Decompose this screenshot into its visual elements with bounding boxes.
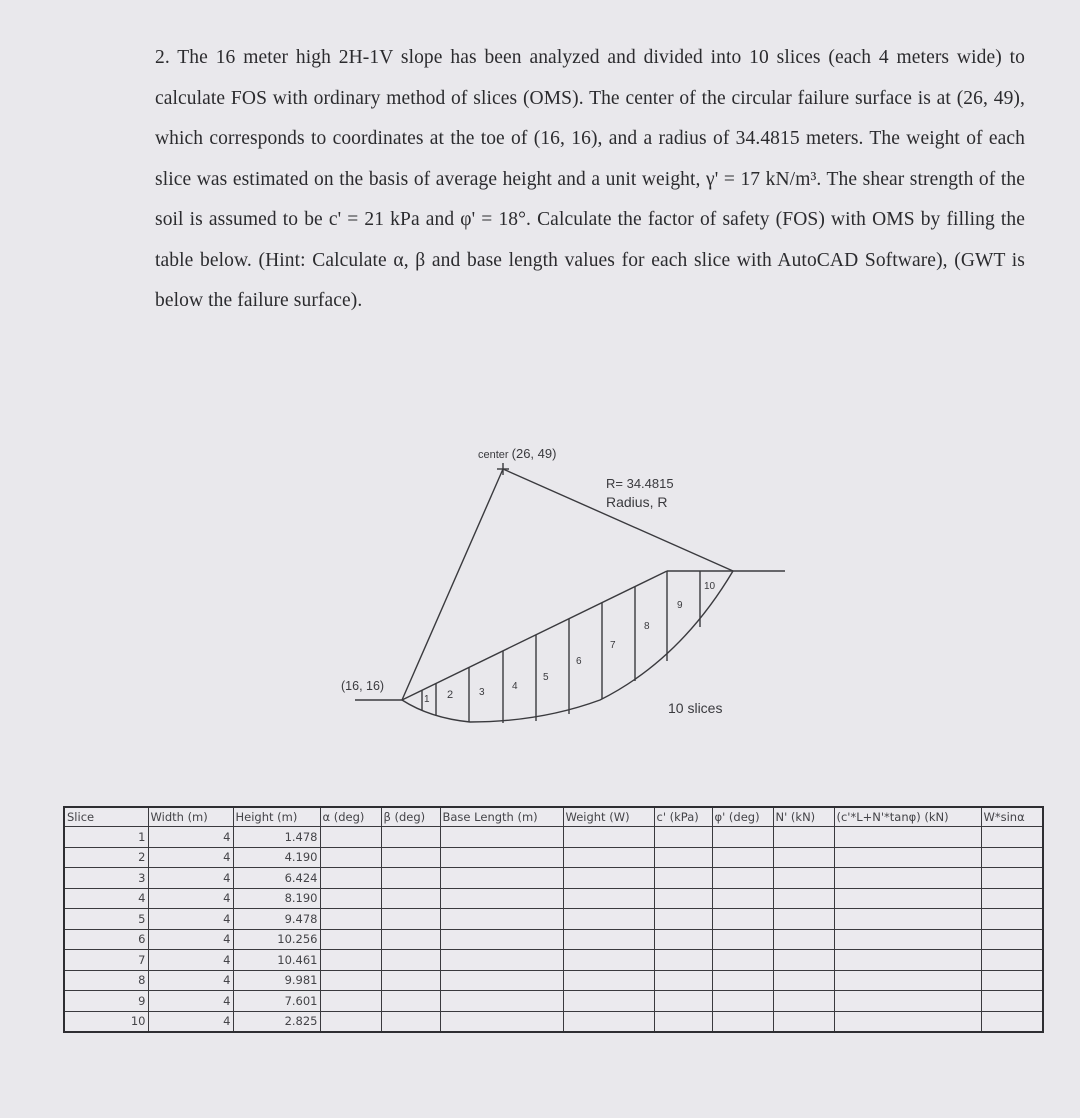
problem-body: The 16 meter high 2H-1V slope has been analyzed and divided into 10 slices (each 4 meters wide) to calculate FOS with ordinary method of slices (OMS). The center of the circular failure surface is at (26, 49), which corresponds to coordinates at the toe of (16, 16), and a radius of 34.4815 meters. The weight of each slice was estimated on the basis of average height and a unit weight, γ' = 17 kN/m³. The shear strength of the soil is assumed to be c' = 21 kPa and φ' = 18°. Calculate the factor of safety (FOS) with OMS by filling the table below. (Hint: Calculate α, β and base length values for each slice with AutoCAD Software), (GWT is below the failure surface). — [155, 47, 1025, 311]
header-alpha: α (deg) — [320, 807, 381, 827]
cell-width: 4 — [148, 847, 233, 868]
cell-phi[interactable] — [712, 950, 773, 971]
cell-alpha[interactable] — [320, 847, 381, 868]
cell-alpha[interactable] — [320, 888, 381, 909]
cell-weight[interactable] — [563, 909, 654, 930]
cell-slice: 9 — [64, 991, 148, 1012]
cell-width: 4 — [148, 827, 233, 848]
cell-slice: 5 — [64, 909, 148, 930]
cell-alpha[interactable] — [320, 868, 381, 889]
cell-beta[interactable] — [381, 909, 440, 930]
cell-driving-force[interactable] — [981, 909, 1043, 930]
cell-phi[interactable] — [712, 991, 773, 1012]
cell-base-length[interactable] — [440, 827, 563, 848]
slice-label: 2 — [447, 689, 454, 701]
cell-width: 4 — [148, 929, 233, 950]
cell-base-length[interactable] — [440, 847, 563, 868]
table-row — [64, 929, 1043, 950]
radius-line-toe — [402, 469, 503, 700]
cell-height: 10.256 — [233, 929, 320, 950]
cell-driving-force[interactable] — [981, 1011, 1043, 1032]
problem-text — [155, 38, 1025, 322]
cell-base-length[interactable] — [440, 888, 563, 909]
cell-phi[interactable] — [712, 827, 773, 848]
cell-resisting-force[interactable] — [834, 991, 981, 1012]
cell-height: 8.190 — [233, 888, 320, 909]
cell-normal-force[interactable] — [773, 970, 834, 991]
cell-resisting-force[interactable] — [834, 827, 981, 848]
cell-width: 4 — [148, 991, 233, 1012]
table-row — [64, 950, 1043, 971]
cell-driving-force[interactable] — [981, 827, 1043, 848]
table-row — [64, 1011, 1043, 1032]
slice-label: 4 — [512, 681, 518, 692]
cell-phi[interactable] — [712, 1011, 773, 1032]
cell-normal-force[interactable] — [773, 929, 834, 950]
cell-weight[interactable] — [563, 950, 654, 971]
cell-weight[interactable] — [563, 888, 654, 909]
slice-label: 7 — [610, 640, 616, 651]
cell-base-length[interactable] — [440, 929, 563, 950]
cell-driving-force[interactable] — [981, 888, 1043, 909]
cell-slice: 3 — [64, 868, 148, 889]
cell-base-length[interactable] — [440, 868, 563, 889]
cell-beta[interactable] — [381, 868, 440, 889]
cell-phi[interactable] — [712, 847, 773, 868]
cell-beta[interactable] — [381, 847, 440, 868]
cell-height: 6.424 — [233, 868, 320, 889]
cell-slice: 2 — [64, 847, 148, 868]
cell-weight[interactable] — [563, 929, 654, 950]
cell-cohesion[interactable] — [654, 909, 712, 930]
slice-label: 8 — [644, 621, 650, 632]
header-phi: φ' (deg) — [712, 807, 773, 827]
header-cohesion: c' (kPa) — [654, 807, 712, 827]
cell-alpha[interactable] — [320, 909, 381, 930]
problem-number: 2. — [155, 47, 170, 68]
cell-normal-force[interactable] — [773, 888, 834, 909]
cell-width: 4 — [148, 868, 233, 889]
header-height: Height (m) — [233, 807, 320, 827]
cell-phi[interactable] — [712, 970, 773, 991]
cell-cohesion[interactable] — [654, 1011, 712, 1032]
table-row — [64, 847, 1043, 868]
header-width: Width (m) — [148, 807, 233, 827]
radius-line-crest — [503, 469, 733, 571]
slice-label: 5 — [543, 672, 549, 683]
cell-height: 1.478 — [233, 827, 320, 848]
header-normal-force: N' (kN) — [773, 807, 834, 827]
cell-phi[interactable] — [712, 929, 773, 950]
cell-driving-force[interactable] — [981, 991, 1043, 1012]
slices-caption: 10 slices — [668, 700, 723, 716]
cell-phi[interactable] — [712, 909, 773, 930]
table-row — [64, 868, 1043, 889]
cell-resisting-force[interactable] — [834, 909, 981, 930]
cell-beta[interactable] — [381, 950, 440, 971]
slice-label: 3 — [479, 687, 485, 698]
cell-cohesion[interactable] — [654, 991, 712, 1012]
cell-slice: 1 — [64, 827, 148, 848]
header-driving-force: W*sinα — [981, 807, 1043, 827]
cell-driving-force[interactable] — [981, 950, 1043, 971]
table-row — [64, 888, 1043, 909]
cell-weight[interactable] — [563, 970, 654, 991]
slice-label: 6 — [576, 656, 582, 667]
problem-statement — [155, 38, 1025, 322]
cell-beta[interactable] — [381, 888, 440, 909]
cell-weight[interactable] — [563, 991, 654, 1012]
cell-height: 7.601 — [233, 991, 320, 1012]
cell-width: 4 — [148, 888, 233, 909]
cell-normal-force[interactable] — [773, 868, 834, 889]
cell-width: 4 — [148, 1011, 233, 1032]
failure-arc — [402, 571, 733, 722]
cell-driving-force[interactable] — [981, 929, 1043, 950]
cell-cohesion[interactable] — [654, 970, 712, 991]
cell-normal-force[interactable] — [773, 847, 834, 868]
table-row — [64, 909, 1043, 930]
cell-phi[interactable] — [712, 888, 773, 909]
cell-cohesion[interactable] — [654, 827, 712, 848]
cell-weight[interactable] — [563, 847, 654, 868]
cell-base-length[interactable] — [440, 970, 563, 991]
cell-resisting-force[interactable] — [834, 888, 981, 909]
cell-driving-force[interactable] — [981, 970, 1043, 991]
cell-alpha[interactable] — [320, 827, 381, 848]
cell-base-length[interactable] — [440, 1011, 563, 1032]
table-row — [64, 970, 1043, 991]
cell-width: 4 — [148, 970, 233, 991]
cell-resisting-force[interactable] — [834, 847, 981, 868]
center-label: center (26, 49) — [478, 446, 557, 461]
cell-slice: 8 — [64, 970, 148, 991]
slice-label: 9 — [677, 600, 683, 611]
cell-beta[interactable] — [381, 929, 440, 950]
cell-alpha[interactable] — [320, 929, 381, 950]
oms-table — [63, 806, 1044, 1033]
cell-alpha[interactable] — [320, 1011, 381, 1032]
cell-height: 9.981 — [233, 970, 320, 991]
cell-driving-force[interactable] — [981, 847, 1043, 868]
cell-cohesion[interactable] — [654, 847, 712, 868]
cell-cohesion[interactable] — [654, 950, 712, 971]
cell-resisting-force[interactable] — [834, 929, 981, 950]
cell-slice: 4 — [64, 888, 148, 909]
cell-height: 9.478 — [233, 909, 320, 930]
table-row — [64, 827, 1043, 848]
cell-height: 10.461 — [233, 950, 320, 971]
cell-normal-force[interactable] — [773, 827, 834, 848]
cell-alpha[interactable] — [320, 970, 381, 991]
cell-resisting-force[interactable] — [834, 868, 981, 889]
cell-normal-force[interactable] — [773, 1011, 834, 1032]
cell-cohesion[interactable] — [654, 868, 712, 889]
radius-label: Radius, R — [606, 494, 668, 510]
cell-phi[interactable] — [712, 868, 773, 889]
table-header-row — [64, 807, 1043, 827]
header-base-length: Base Length (m) — [440, 807, 563, 827]
header-beta: β (deg) — [381, 807, 440, 827]
cell-height: 4.190 — [233, 847, 320, 868]
table-row — [64, 991, 1043, 1012]
cell-width: 4 — [148, 950, 233, 971]
cell-slice: 7 — [64, 950, 148, 971]
cell-alpha[interactable] — [320, 950, 381, 971]
cell-beta[interactable] — [381, 1011, 440, 1032]
slope-face — [402, 571, 667, 700]
cell-height: 2.825 — [233, 1011, 320, 1032]
cell-base-length[interactable] — [440, 950, 563, 971]
cell-beta[interactable] — [381, 991, 440, 1012]
cell-normal-force[interactable] — [773, 950, 834, 971]
cell-cohesion[interactable] — [654, 929, 712, 950]
cell-slice: 6 — [64, 929, 148, 950]
cell-resisting-force[interactable] — [834, 970, 981, 991]
cell-beta[interactable] — [381, 970, 440, 991]
header-resisting-force: (c'*L+N'*tanφ) (kN) — [834, 807, 981, 827]
cell-resisting-force[interactable] — [834, 950, 981, 971]
cell-cohesion[interactable] — [654, 888, 712, 909]
cell-normal-force[interactable] — [773, 991, 834, 1012]
cell-resisting-force[interactable] — [834, 1011, 981, 1032]
radius-value: R= 34.4815 — [606, 476, 674, 491]
cell-slice: 10 — [64, 1011, 148, 1032]
cell-base-length[interactable] — [440, 991, 563, 1012]
cell-width: 4 — [148, 909, 233, 930]
header-slice: Slice — [64, 807, 148, 827]
cell-normal-force[interactable] — [773, 909, 834, 930]
cell-weight[interactable] — [563, 1011, 654, 1032]
cell-alpha[interactable] — [320, 991, 381, 1012]
cell-weight[interactable] — [563, 827, 654, 848]
cell-driving-force[interactable] — [981, 868, 1043, 889]
cell-base-length[interactable] — [440, 909, 563, 930]
slice-label: 10 — [704, 581, 716, 592]
cell-weight[interactable] — [563, 868, 654, 889]
cell-beta[interactable] — [381, 827, 440, 848]
slice-label: 1 — [424, 694, 430, 705]
header-weight: Weight (W) — [563, 807, 654, 827]
toe-coords-label: (16, 16) — [341, 679, 385, 693]
